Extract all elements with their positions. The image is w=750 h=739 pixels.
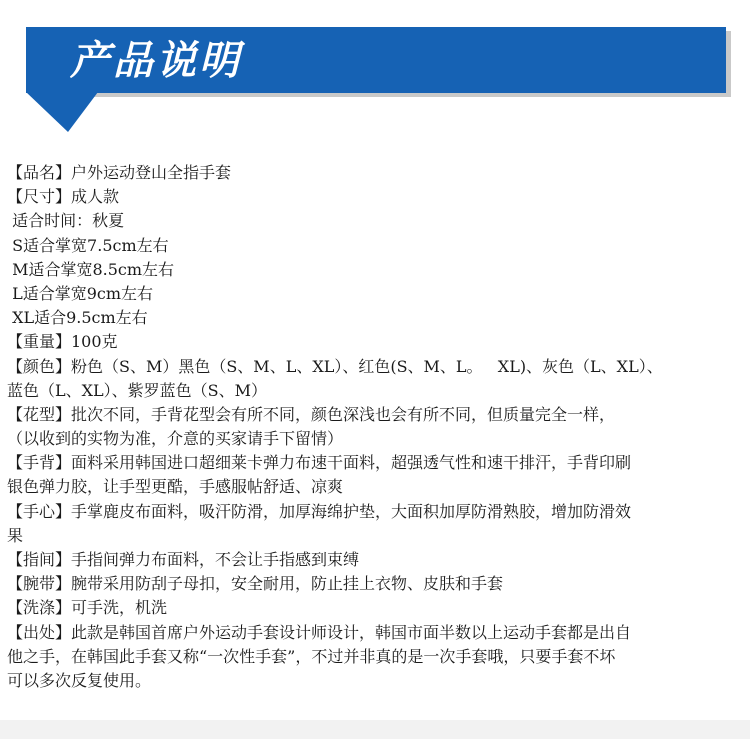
- spec-line-pattern: 【花型】批次不同，手背花型会有所不同，颜色深浅也会有所不同，但质量完全一样，: [7, 404, 616, 424]
- spec-line-fingers: 【指间】手指间弹力布面料，不会让手指感到束缚: [7, 550, 360, 569]
- banner-tail: [26, 92, 98, 132]
- spec-line-colors-cont: 蓝色（L、XL）、紫罗蓝色（S、M）: [7, 380, 267, 400]
- spec-line-season: 适合时间：秋夏: [7, 211, 125, 231]
- spec-line-palm-cont: 果: [7, 525, 24, 545]
- spec-line-origin-cont: 他之手，在韩国此手套又称“一次性手套”，不过并非真的是一次手套哦，只要手套不坏: [7, 646, 616, 666]
- spec-line-weight: 【重量】100克: [7, 332, 118, 352]
- spec-line-palm: 【手心】手掌鹿皮布面料，吸汗防滑，加厚海绵护垫，大面积加厚防滑熟胶，增加防滑效: [7, 501, 632, 521]
- spec-line-size-xl: XL适合9.5cm左右: [7, 308, 148, 328]
- spec-line-back: 【手背】面料采用韩国进口超细莱卡弹力布速干面料，超强透气性和速干排汗，手背印刷: [7, 453, 632, 473]
- spec-line-origin-end: 可以多次反复使用。: [7, 670, 152, 690]
- spec-line-size-l: L适合掌宽9cm左右: [7, 283, 154, 303]
- spec-line-wristband: 【腕带】腕带采用防刮子母扣，安全耐用，防止挂上衣物、皮肤和手套: [7, 574, 504, 594]
- spec-line-pattern-cont: （以收到的实物为准，介意的买家请手下留情）: [7, 429, 344, 449]
- spec-line-colors: 【颜色】粉色（S、M）黑色（S、M、L、XL）、红色(S、M、L。 XL)、灰色（L、XL）、: [7, 356, 663, 376]
- footer-bar: [0, 720, 750, 739]
- spec-line-size-m: M适合掌宽8.5cm左右: [7, 259, 175, 279]
- product-description: [7, 161, 745, 693]
- spec-line-origin: 【出处】此款是韩国首席户外运动手套设计师设计，韩国市面半数以上运动手套都是出自: [7, 622, 632, 642]
- section-title: 产品说明: [70, 38, 242, 84]
- spec-line-size: 【尺寸】成人款: [7, 187, 120, 207]
- spec-line-name: 【品名】户外运动登山全指手套: [7, 163, 232, 182]
- spec-line-size-s: S适合掌宽7.5cm左右: [7, 235, 169, 255]
- spec-line-back-cont: 银色弹力胶，让手型更酷，手感服帖舒适、凉爽: [7, 477, 344, 497]
- spec-line-washing: 【洗涤】可手洗，机洗: [7, 598, 168, 618]
